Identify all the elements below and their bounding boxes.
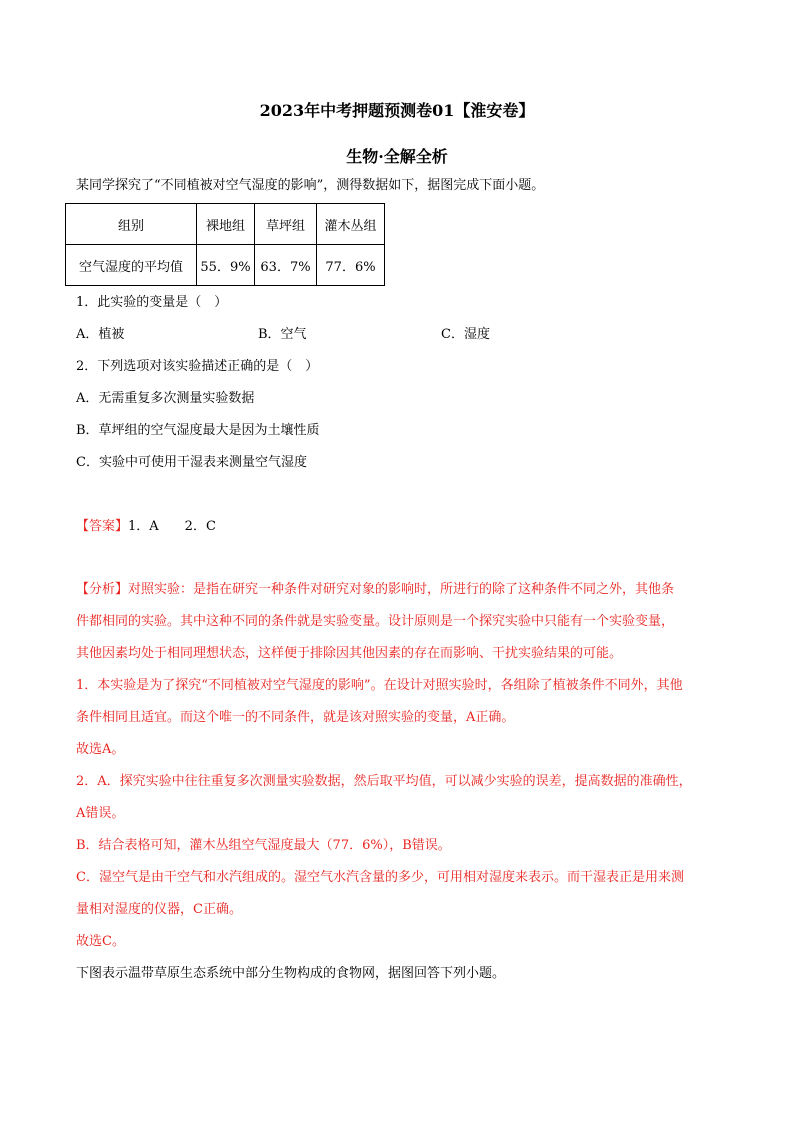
analysis-line: A错误。 xyxy=(76,806,125,821)
table-header-row xyxy=(66,204,385,245)
question-2-stem: 2．下列选项对该实验描述正确的是（ ） xyxy=(76,359,319,374)
next-question-intro: 下图表示温带草原生态系统中部分生物构成的食物网，据图回答下列小题。 xyxy=(76,966,506,981)
answer-text: 1．A 2．C xyxy=(128,519,216,534)
analysis-line: 量相对湿度的仪器，C正确。 xyxy=(76,902,242,917)
analysis-text: 对照实验：是指在研究一种条件对研究对象的影响时，所进行的除了这种条件不同之外，其他条 xyxy=(128,582,675,597)
analysis-line: B．结合表格可知，灌木丛组空气湿度最大（77．6%），B错误。 xyxy=(76,838,451,853)
table-cell: 空气湿度的平均值 xyxy=(66,245,197,286)
analysis-line: 条件相同且适宜。而这个唯一的不同条件，就是该对照实验的变量，A正确。 xyxy=(76,710,515,725)
answer-line xyxy=(76,518,216,536)
analysis-line: 2．A．探究实验中往往重复多次测量实验数据，然后取平均值，可以减少实验的误差，提高数据的准确性， xyxy=(76,774,692,789)
question-1-option-a: A．植被 xyxy=(76,327,125,342)
analysis-line: C．湿空气是由干空气和水汽组成的。湿空气水汽含量的多少，可用相对湿度来表示。而干湿表正是用来测 xyxy=(76,870,684,885)
table-row xyxy=(66,245,385,286)
question-1-option-c: C．湿度 xyxy=(441,327,490,342)
table-header-cell: 灌木丛组 xyxy=(317,204,385,245)
page-title: 2023年中考押题预测卷01【淮安卷】 xyxy=(259,101,535,120)
table-cell: 63．7% xyxy=(255,245,317,286)
question-intro: 某同学探究了“不同植被对空气湿度的影响”，测得数据如下，据图完成下面小题。 xyxy=(76,178,545,193)
analysis-label: 【分析】 xyxy=(76,582,129,597)
table-cell: 55．9% xyxy=(197,245,255,286)
question-2-option-b: B．草坪组的空气湿度最大是因为土壤性质 xyxy=(76,423,320,438)
question-1-stem: 1．此实验的变量是（ ） xyxy=(76,295,228,310)
analysis-line: 件都相同的实验。其中这种不同的条件就是实验变量。设计原则是一个探究实验中只能有一个实验变量， xyxy=(76,614,675,629)
question-2-option-a: A．无需重复多次测量实验数据 xyxy=(76,391,255,406)
question-1-option-b: B．空气 xyxy=(258,327,307,342)
table-header-cell: 草坪组 xyxy=(255,204,317,245)
question-2-option-c: C．实验中可使用干湿表来测量空气湿度 xyxy=(76,455,307,470)
page-subtitle: 生物·全解全析 xyxy=(346,147,448,166)
analysis-line xyxy=(76,581,674,599)
analysis-line: 故选C。 xyxy=(76,934,125,949)
table-header-cell: 裸地组 xyxy=(197,204,255,245)
table-cell: 77．6% xyxy=(317,245,385,286)
data-table xyxy=(65,203,385,286)
analysis-line: 1．本实验是为了探究“不同植被对空气湿度的影响”。在设计对照实验时，各组除了植被条件不同外，其他 xyxy=(76,678,683,693)
analysis-line: 其他因素均处于相同理想状态，这样便于排除因其他因素的存在而影响、干扰实验结果的可能。 xyxy=(76,646,623,661)
table-header-cell: 组别 xyxy=(66,204,197,245)
analysis-line: 故选A。 xyxy=(76,742,125,757)
answer-label: 【答案】 xyxy=(76,519,129,534)
